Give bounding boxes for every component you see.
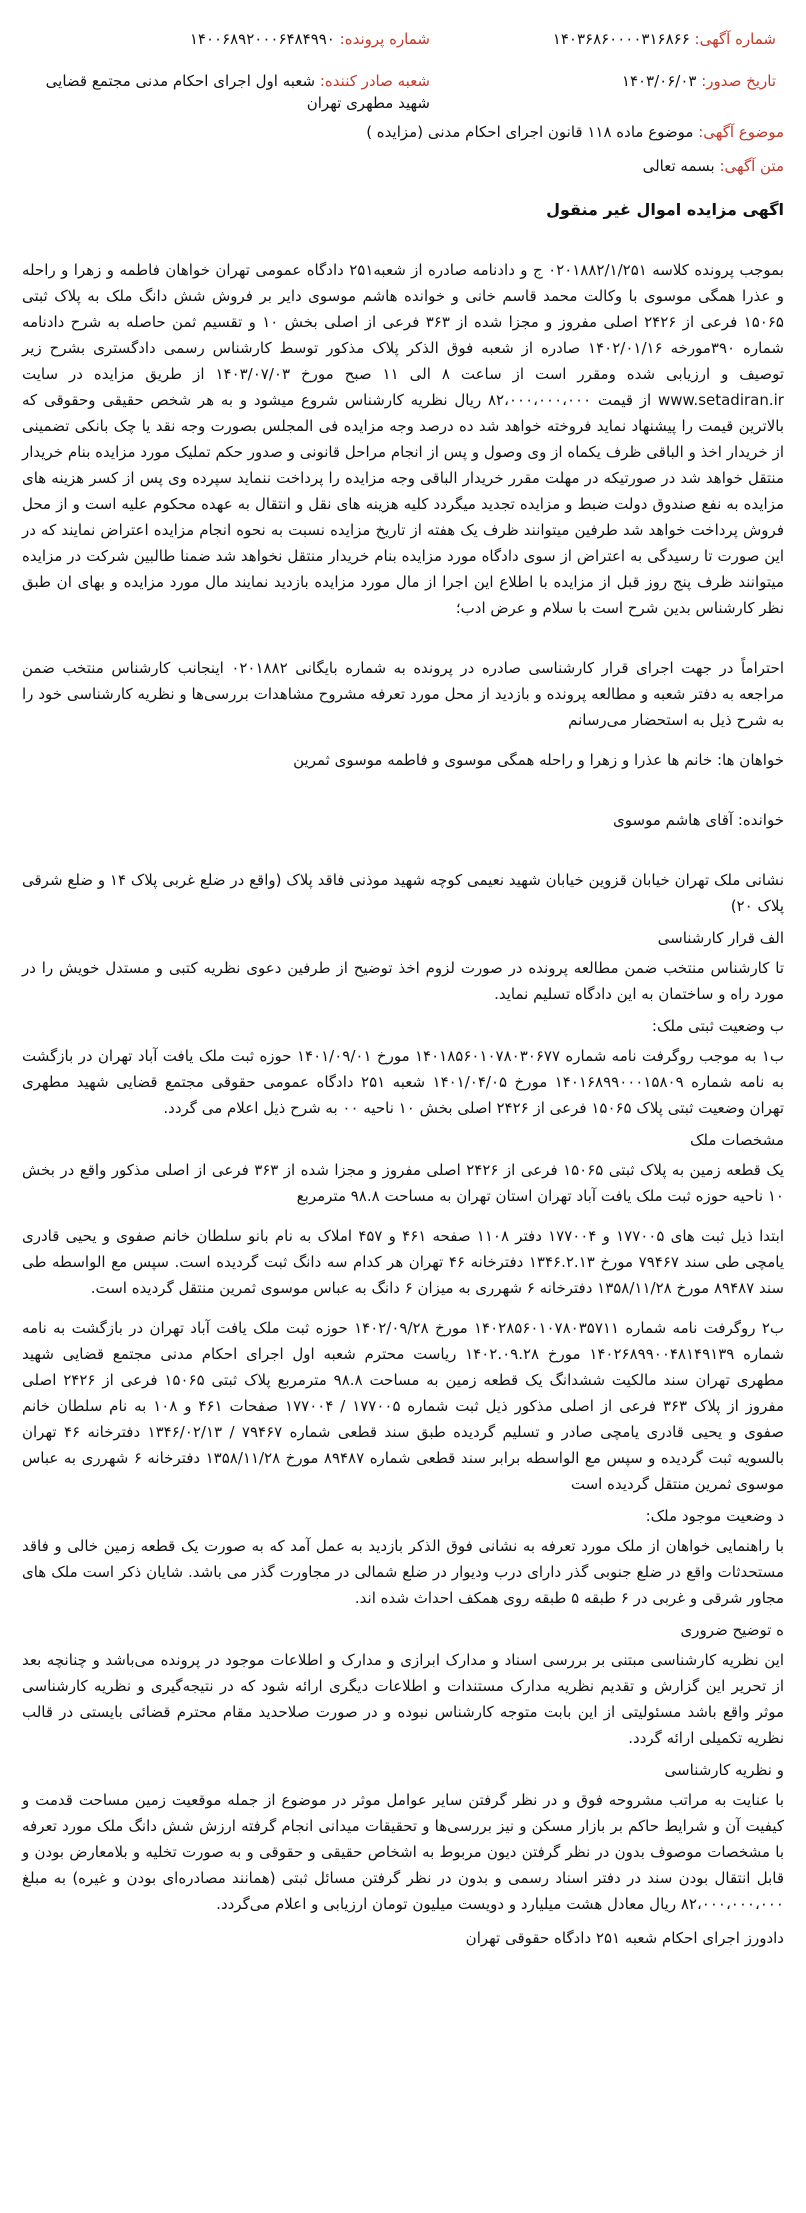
defendant: خوانده: آقای هاشم موسوی [613,811,784,829]
paragraph-history: ابتدا ذیل ثبت های ۱۷۷۰۰۵ و ۱۷۷۰۰۴ دفتر ۱۱۰۸ صفحه ۴۶۱ و ۴۵۷ املاک به نام بانو سلطان خانم صفوی و یحیی قادری یامچی طی سند ۷۹۴۶۷ مورخ ۱۳۴۶.۲.۱۳ دفترخانه ۴۶ تهران هر کدام سه دانگ ثبت گردیده است. سپس مع الواسطه طی سند ۸۹۴۸۷ مورخ ۱۳۵۸/۱۱/۲۸ دفترخانه ۶ شهرری به میزان ۶ دانگ به عباس موسوی ثمرین منتقل گردیده است. [22,1227,785,1297]
ad-number-label: شماره آگهی: [694,30,776,48]
case-number: ۱۴۰۰۶۸۹۲۰۰۰۶۴۸۴۹۹۰ [189,30,335,48]
issuing-branch-label: شعبه صادر کننده: [319,72,430,90]
paragraph-order: تا کارشناس منتخب ضمن مطالعه پرونده در صورت لزوم اخذ توضیح از طرفین دعوی نظریه کتبی و مستدل خویش را در مورد راه و ساختمان به این دادگاه تسلیم نماید. [22,959,784,1003]
subject-label: موضوع آگهی: [698,123,784,141]
property-address: نشانی ملک تهران خیابان قزوین خیابان شهید نعیمی کوچه شهید موذنی فاقد پلاک (واقع در ضلع غربی پلاک ۱۴ و ضلع شرقی پلاک ۲۰) [22,871,784,915]
paragraph-registry-2: ب۲ روگرفت نامه شماره ۱۴۰۲۸۵۶۰۱۰۷۸۰۳۵۷۱۱ مورخ ۱۴۰۲/۰۹/۲۸ حوزه ثبت ملک یافت آباد تهران در بازگشت به نامه شماره ۱۴۰۲۶۸۹۹۰۰۴۸۱۴۹۱۳۹ مورخ ۱۴۰۲.۰۹.۲۸ ریاست محترم شعبه اول اجرای احکام مدنی مجتمع قضایی شهید مطهری تهران سند مالکیت ششدانگ یک قطعه زمین به مساحت ۹۸.۸ مترمربع پلاک ثبتی ۱۵۰۶۵ فرعی از ۲۴۲۶ اصلی مفروز از پلاک ۳۶۳ فرعی از اصلی مذکور ذیل ثبت شماره ۱۷۷۰۰۵ / ۱۷۷۰۰۴ صفحات ۴۶۱ و ۱۰۸ به نام سلطان خانم صفوی و یحیی قادری یامچی صادر و تسلیم گردیده طبق سند قطعی شماره ۷۹۴۶۷ / ۱۳۴۶/۰۲/۱۳ دفترخانه ۴۶ تهران بالسویه ثبت گردیده و سپس مع الواسطه برابر سند قطعی شماره ۸۹۴۸۷ مورخ ۱۳۵۸/۱۱/۲۸ دفترخانه ۶ شهرری به عباس موسوی ثمرین منتقل گردیده است [22,1319,785,1493]
notice-title: اگهی مزایده اموال غیر منقول [546,200,784,219]
paragraph-specs: یک قطعه زمین به پلاک ثبتی ۱۵۰۶۵ فرعی از ۲۴۲۶ اصلی مفروز و مجزا شده از ۳۶۳ فرعی از اصلی مذکور واقع در بخش ۱۰ ناحیه حوزه ثبت ملک یافت آباد تهران استان تهران به مساحت ۹۸.۸ مترمربع [22,1161,784,1205]
paragraph-main: بموجب پرونده کلاسه ۰۲۰۱۸۸۲/۱/۲۵۱ ج و دادنامه صادره از شعبه۲۵۱ دادگاه عمومی تهران خواهان فاطمه و زهرا و راحله و عذرا همگی موسوی با وکالت محمد قاسم خانی و خوانده هاشم موسوی دایر بر فروش شش دانگ ملک به پلاک ثبتی ۱۵۰۶۵ فرعی از ۲۴۲۶ اصلی مفروز و مجزا شده از ۳۶۳ فرعی از اصلی بخش ۱۰ و تقسیم ثمن حاصله به شرح دادنامه شماره ۳۹۰مورخه ۱۴۰۲/۰۱/۱۶ صادره از شعبه فوق الذکر پلاک مذکور توسط کارشناس رسمی دادگستری بشرح زیر توصیف و ارزیابی شده ومقرر است از ساعت ۸ الی ۱۱ صبح مورخ ۱۴۰۳/۰۷/۰۳ از طریق مزایده در سایت www.setadiran.ir از قیمت ۸۲،۰۰۰،۰۰۰،۰۰۰ ریال نظریه کارشناس شروع میشود و به هر شخص حقیقی وحقوقی که بالاترین قیمت را پیشنهاد نماید فروخته خواهد شد ده درصد وجه مزایده فی المجلس بصورت وجه نقد یا چک بانکی تضمینی از خریدار اخذ و الباقی ظرف یکماه از وی وصول و پس از انجام مراحل قانونی و صدور حکم تملیک مورد مزایده بنام خریدار منتقل خواهد شد در صورتیکه در مهلت مقرر خریدار الباقی وجه مزایده را پرداخت ننماید سپرده وی پس از کسر هزینه های مزایده به نفع صندوق دولت ضبط و مزایده تجدید میگردد کلیه هزینه های نقل و انتقال به عهده محکوم علیه است و از محل فروش پرداخت خواهد شد طرفین میتوانند ظرف یک هفته از تاریخ مزایده نسبت به نحوه انجام مزایده اعتراض نمایند که در این صورت تا رسیدگی به اعتراض از سوی دادگاه مورد مزایده بنام خریدار منتقل نخواهد شد ضمنا طالبین شرکت در مزایده میتوانند ظرف پنج روز قبل از مزایده با اطلاع این اجرا از مال مورد مزایده بازدید نمایند مال مورد مزایده و بهای ان طبق نظر کارشناس بدین شرح است با سلام و عرض ادب؛ [22,261,784,617]
section-heading: و نظریه کارشناسی [664,1761,784,1779]
section-heading: د وضعیت موجود ملک: [645,1507,784,1525]
signature: دادورز اجرای احکام شعبه ۲۵۱ دادگاه حقوقی تهران [465,1929,784,1947]
section-heading: ب وضعیت ثبتی ملک: [651,1017,784,1035]
section-heading: الف قرار کارشناسی [657,929,784,947]
notice-header [22,10,784,110]
text-label: متن آگهی: [719,157,784,175]
issue-date: ۱۴۰۳/۰۶/۰۳ [621,72,697,90]
paragraph-expert-intro: احتراماً در جهت اجرای قرار کارشناسی صادره در پرونده به شماره بایگانی ۰۲۰۱۸۸۲ اینجانب کارشناس منتخب ضمن مراجعه به دفتر شعبه و مطالعه پرونده و بازدید از محل مورد تعرفه مشروح مشاهدات بررسی‌ها و نظریه کارشناسی خود را به شرح ذیل به استحضار می‌رسانم [22,659,784,729]
text-intro: بسمه تعالی [642,157,715,175]
section-heading: ه توضیح ضروری [680,1621,784,1639]
issue-date-label: تاریخ صدور: [701,72,776,90]
section-heading: مشخصات ملک [690,1131,784,1149]
ad-number: ۱۴۰۳۶۸۶۰۰۰۰۳۱۶۸۶۶ [552,30,690,48]
plaintiffs: خواهان ها: خانم ها عذرا و زهرا و راحله همگی موسوی و فاطمه موسوی ثمرین [293,751,784,769]
paragraph-condition: با راهنمایی خواهان از ملک مورد تعرفه به نشانی فوق الذکر بازدید به عمل آمد که به صورت یک قطعه زمین خالی و فاقد مستحدثات واقع در ضلع جنوبی گذر دارای درب ودیوار در ضلع شمالی در مجاورت گذر می باشد. شایان ذکر است ملک های مجاور شرقی و غربی در ۶ طبقه ۵ طبقه روی همکف احداث شده اند. [22,1537,784,1607]
case-number-label: شماره پرونده: [339,30,430,48]
subject: موضوع ماده ۱۱۸ قانون اجرای احکام مدنی (مزایده ) [366,123,694,141]
paragraph-registry-1: ب۱ به موجب روگرفت نامه شماره ۱۴۰۱۸۵۶۰۱۰۷۸۰۳۰۶۷۷ مورخ ۱۴۰۱/۰۹/۰۱ حوزه ثبت ملک یافت آباد تهران در بازگشت به نامه شماره ۱۴۰۱۶۸۹۹۰۰۰۱۵۸۰۹ مورخ ۱۴۰۱/۰۴/۰۵ شعبه ۲۵۱ دادگاه عمومی حقوقی مجتمع قضایی شهید مطهری تهران وضعیت ثبتی پلاک ۱۵۰۶۵ فرعی از ۲۴۲۶ اصلی بخش ۱۰ ناحیه ۰۰ به شرح ذیل اعلام می گردد. [22,1047,785,1117]
paragraph-note: این نظریه کارشناسی مبتنی بر بررسی اسناد و مدارک ابرازی و مدارک و اطلاعات موجود در پرونده می‌باشد و چنانچه بعد از تحریر این گزارش و تقدیم نظریه مدارک مستندات و اطلاعات دیگری ارائه شود که در نتیجه‌گیری و نظریه کارشناسی موثر واقع باشد مسئولیتی از این بابت متوجه کارشناس نبوده و در صورت صلاحدید مقام محترم قضائی بایستی در قالب نظریه تکمیلی ارائه گردد. [22,1651,784,1747]
paragraph-valuation: با عنایت به مراتب مشروحه فوق و در نظر گرفتن سایر عوامل موثر در موضوع از جمله موقعیت زمین مساحت قدمت و کیفیت آن و شرایط حاکم بر بازار مسکن و نیز بررسی‌ها و تحقیقات میدانی انجام گرفته ارزش شش دانگ ملک مورد تعرفه با مشخصات موصوف بدون در نظر گرفتن دیون مربوط به اشخاص حقیقی و حقوقی و به صورت تخلیه و بلامعارض بودن و قابل انتقال بودن سند در دفتر اسناد رسمی و بدون در نظر گرفتن مسائل ثبتی (همانند مصادره‌ای بودن و غیره) به مبلغ ۸۲،۰۰۰،۰۰۰،۰۰۰ ریال معادل هشت میلیارد و دویست میلیون تومان ارزیابی و اعلام می‌گردد. [22,1791,784,1913]
issuing-branch: شعبه اول اجرای احکام مدنی مجتمع قضایی شهید مطهری تهران [45,72,430,112]
